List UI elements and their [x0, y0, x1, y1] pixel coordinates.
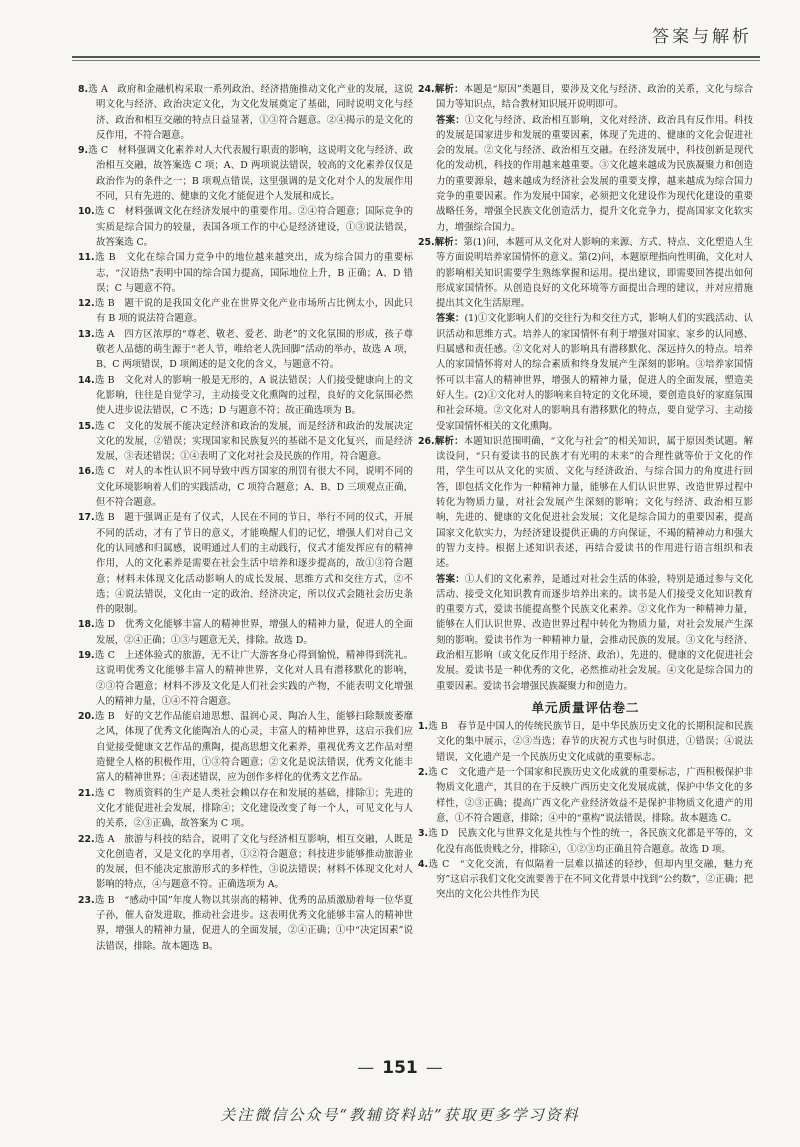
- answer-item: 25.解析：第(1)问，本题可从文化对人影响的来源、方式、特点、文化塑造人生等方面说明培养家国情怀的意义。第(2)问，本题原理指向性明确，文化对人的影响相关知识需要学生熟练掌握和运用。提出建议，即需要回答提出如何形成家国情怀。从创造良好的文化环境等方面提出合理的建议，并对应措施提出其文化生活原理。: [418, 236, 753, 310]
- answer-item: 23.选 B “感动中国”年度人物以其崇高的精神、优秀的品质激励着每一位华夏子孙，催人奋发进取，推动社会进步。这表明优秀文化能够丰富人的精神世界，增强人的精神力量，促进人的全面发展，②④正确；①中“决定因素”说法错误，排除。故本题选 B。: [78, 894, 413, 952]
- answer-item: 1.选 B 春节是中国人的传统民族节日，是中华民族历史文化的长期积淀和民族文化的集中展示，②③当选；春节的庆祝方式也与时俱进，①错误；④说法错误，文化遗产是一个民族历史文化成就的重要标志。: [418, 721, 753, 763]
- answer-item: 3.选 D 民族文化与世界文化是共性与个性的统一，各民族文化都是平等的，文化没有高低贵贱之分，排除④，①②③均正确且符合题意。故选 D 项。: [418, 828, 753, 855]
- answer-item: 13.选 A 四方区浓厚的“尊老、敬老、爱老、助老”的文化氛围的形成，孩子尊敬老人品德的萌生源于“老人节，唯给老人洗回脚”活动的举办，故选 A 项，B、C 两项错误，D 项阐述的是文化的含义，与题意不符。: [78, 328, 413, 371]
- footer-note: 关注微信公众号“教辅资料站”获取更多学习资料: [220, 1106, 580, 1124]
- answer-item: 4.选 C “文化交流，有似隔着一层难以描述的轻纱，但却内里交融，魅力充穷”这启示我们文化交流要善于在不同文化背景中找到“公约数”，②正确；把突出的文化公共性作为民: [418, 858, 753, 901]
- answer-item: 2.选 C 文化遗产是一个国家和民族历史文化成就的重要标志，广西积极保护非物质文化遗产，其目的在于反映广西历史文化发展成就，保护中华文化的多样性，②③正确；提高广西文化产业经济效益不是保护非物质文化遗产的用意，①不符合题意，排除；④中的“重构”说法错误，排除。故本题选 C。: [418, 767, 753, 824]
- page-number: — 151 —: [357, 1058, 443, 1078]
- answer-item: 24.解析：本题是“原因”类题目，要涉及文化与经济、政治的关系，文化与综合国力等知识点，结合教材知识展开说明即可。: [418, 84, 753, 111]
- answer-item: 16.选 C 对人的本性认识不同导致中西方国家的刑罚有很大不同，说明不同的文化环境影响着人们的实践活动，C 项符合题意；A、B、D 三项观点正确，但不符合题意。: [78, 466, 413, 509]
- section-title: 单元质量评估卷二: [531, 699, 640, 715]
- header-rule: [72, 56, 760, 58]
- answer-item: 17.选 B 题干强调正是有了仪式，人民在不同的节日，举行不同的仪式，开展不同的活动，才有了节日的意义，才能唤醒人们的记忆，增强人们对自己文化的认同感和归属感，说明通过人们的主动践行，仪式才能发挥应有的精神作用，人的文化素养是需要在社会生活中培养和逐步提高的，故①③符合题意；材料未体现文化活动影响人的成长发展、思维方式和交往方式，②不选；④说法错误，文化由一定的政治、经济决定，所以仪式会随社会历史条件的限制。: [78, 512, 413, 616]
- answer-item: 21.选 C 物质资料的生产是人类社会赖以存在和发展的基础，排除①；先进的文化才能促进社会发展，排除④；文化建设改变了每一个人，可见文化与人的关系，②③正确，故答案为 C 项。: [78, 787, 413, 830]
- answer-item: 9.选 C 材料强调文化素养对人大代表履行职责的影响，这说明文化与经济、政治相互交融，故答案选 C 项；A、D 两项说法错误，较高的文化素养仅仅是政治作为的条件之一；B 项观点错误，这里强调的是文化对个人的发展作用不同，只有先进的、健康的文化才能促进个人发展和成长。: [78, 145, 413, 203]
- answer-paragraph: 答案：①人们的文化素养，是通过对社会生活的体验，特别是通过参与文化活动、接受文化知识教育而逐步培养出来的。读书是人们接受文化知识教育的重要方式，爱读书能提高整个民族文化素养。②文化作为一种精神力量，能够在人们认识世界、改造世界过程中转化为物质力量，对社会发展产生深刻的影响。爱读书作为一种精神力量，会推动民族的发展。③文化与经济、政治相互影响（或文化反作用于经济、政治），先进的、健康的文化促进社会发展。爱读书是一种优秀的文化，必然推动社会发展。④文化是综合国力的重要因素。爱读书会增强民族凝聚力和创造力。: [436, 573, 753, 692]
- right-column: [418, 82, 753, 1052]
- header-title: 答案与解析: [652, 27, 752, 47]
- answer-paragraph: 答案：(1)①文化影响人们的交往行为和交往方式，影响人们的实践活动、认识活动和思维方式。培养人的家国情怀有利于增强对国家、家乡的认同感、归属感和责任感。②文化对人的影响具有潜移默化、深远持久的特点。培养人的家国情怀将对人的综合素质和终身发展产生深刻的影响。③培养家国情怀可以丰富人的精神世界，增强人的精神力量，促进人的全面发展，塑造美好人生。(2)①文化对人的影响来自特定的文化环境，要创造良好的家庭氛围和社会环境。②文化对人的影响具有潜移默化的特点，要自觉学习、主动接受家国情怀相关的文化熏陶。: [436, 313, 753, 432]
- answer-item: 26.解析：本题知识范围明确，“文化与社会”的相关知识，属于原因类试题。解读设问，“只有爱读书的民族才有光明的未来”的合理性就等价于文化的作用，学生可以从文化的实质、文化与经济政治、与综合国力的角度进行回答，即包括文化作为一种精神力量，能够在人们认识世界、改造世界过程中转化为物质力量，对社会发展产生深刻的影响；文化与经济、政治相互影响，先进的、健康的文化促进社会发展；文化是综合国力的重要因素，提高国家文化软实力，为经济建设提供正确的方向保证，不竭的精神动力和强大的智力支持。根据上述知识表述，再结合爱读书的作用进行语言组织和表述。: [418, 435, 753, 570]
- answer-item: 10.选 C 材料强调文化在经济发展中的重要作用。②④符合题意；国际竞争的实质是综合国力的较量，表国各项工作的中心是经济建设，①③说法错误，故答案选 C。: [78, 206, 413, 248]
- answer-paragraph: 答案：①文化与经济、政治相互影响，文化对经济、政治具有反作用。科技的发展是国家进步和发展的重要因素，体现了先进的、健康的文化会促进社会的发展。②文化与经济、政治相互交融。在经济发展中，科技创新是现代化的发动机，科技的作用越来越重要。③文化越来越成为民族凝聚力和创造力的重要源泉，越来越成为经济社会发展的重要支撑，越来越成为综合国力竞争的重要因素。作为发展中国家，必须把文化建设作为现代化建设的重要战略任务，增强全民族文化创造活力，提升文化竞争力，提高国家文化软实力，增强综合国力。: [436, 114, 753, 233]
- page-header: [0, 0, 800, 70]
- answer-item: 20.选 B 好的文艺作品能启迪思想、温润心灵、陶冶人生，能够扫除颓废萎靡之风，体现了优秀文化能陶冶人的心灵，丰富人的精神世界，这启示我们应自觉接受健康文艺作品的熏陶，提高思想文化素养，重视优秀文艺作品对塑造健全人格的积极作用，①③符合题意；②文化是说法错误，优秀文化能丰富人的精神世界；④表述错误，应为创作多样化的优秀文艺作品。: [78, 711, 413, 784]
- answer-item: 14.选 B 文化对人的影响一般是无形的，A 说法错误；人们接受健康向上的文化影响，往往是自觉学习，主动接受文化熏陶的过程，良好的文化氛围必然使人进步说法错误，C 不选；D 与题意不符；故正确选项为 B。: [78, 374, 413, 417]
- answer-item: 18.选 D 优秀文化能够丰富人的精神世界，增强人的精神力量，促进人的全面发展，②④正确；①③与题意无关，排除。故选 D。: [78, 619, 413, 646]
- answer-item: 8.选 A 政府和金融机构采取一系列政治、经济措施推动文化产业的发展，这说明文化与经济、政治决定文化，为文化发展奠定了基础，同时说明文化与经济、政治和相互交融的特点日益显著，①③符合题意。②④揭示的是文化的反作用，不符合题意。: [78, 84, 413, 141]
- header-rule-thin: [72, 60, 760, 61]
- answer-item: 12.选 B 题干说的是我国文化产业在世界文化产业市场所占比例太小，因此只有 B 项的说法符合题意。: [78, 298, 413, 325]
- left-column: [78, 82, 413, 1047]
- answer-item: 11.选 B 文化在综合国力竞争中的地位越来越突出，成为综合国力的重要标志，“汉语热”表明中国的综合国力提高，国际地位上升，B 正确；A、D 错误；C 与题意不符。: [78, 252, 413, 294]
- answer-item: 19.选 C 上述体验式的旅游，无不让广大游客身心得到愉悦，精神得到洗礼。这说明优秀文化能够丰富人的精神世界，文化对人具有潜移默化的影响，②③符合题意；材料不涉及文化是人们社会实践的产物，不能表明文化增强人的精神力量，①④不符合题意。: [78, 649, 413, 707]
- answer-item: 15.选 C 文化的发展不能决定经济和政治的发展，而是经济和政治的发展决定文化的发展，②错误；实现国家和民族复兴的基础不是文化复兴，而是经济发展，③表述错误；①④表明了文化对社会及民族的作用，符合题意。: [78, 420, 413, 463]
- answer-item: 22.选 A 旅游与科技的结合，说明了文化与经济相互影响，相互交融，人既是文化创造者，又是文化的享用者，①②符合题意；科技进步能够推动旅游业的发展，但不能决定旅游形式的多样性，③说法错误；材料不体现文化对人影响的特点，④与题意不符。正确选项为 A。: [78, 833, 413, 891]
